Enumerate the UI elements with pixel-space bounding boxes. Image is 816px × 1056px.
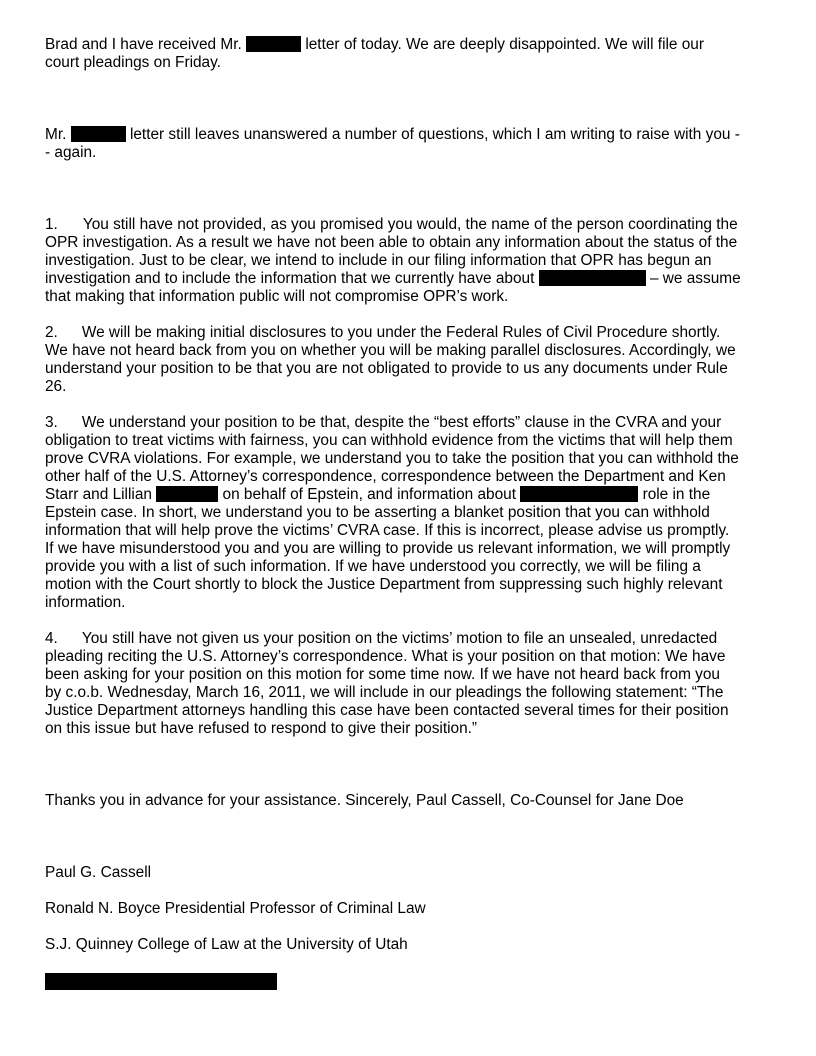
item4-line-2: pleading reciting the U.S. Attorney’s correspondence. What is your position on that motion: We have — [45, 648, 726, 665]
redaction-block — [539, 270, 646, 286]
signature-title: Ronald N. Boyce Presidential Professor of Criminal Law — [45, 900, 426, 917]
redaction-block — [246, 36, 301, 52]
item4-line-3: been asking for your position on this motion for some time now. If we have not heard back from you — [45, 666, 720, 683]
item2-line-3: understand your position to be that you are not obligated to provide to us any documents under Rule — [45, 360, 728, 377]
item3-line-2: obligation to treat victims with fairness, you can withhold evidence from the victims that will help them — [45, 432, 733, 449]
redaction-block — [520, 486, 638, 502]
item2-line-4: 26. — [45, 378, 67, 395]
closing-line: Thanks you in advance for your assistance. Sincerely, Paul Cassell, Co-Counsel for Jane Doe — [45, 792, 684, 809]
intro-line-2: court pleadings on Friday. — [45, 54, 221, 71]
item1-line-1: 1. You still have not provided, as you promised you would, the name of the person coordinating the — [45, 216, 738, 233]
item3-line-5: Starr and Lillian on behalf of Epstein, and information about role in the — [45, 486, 711, 503]
item1-line-2: OPR investigation. As a result we have not been able to obtain any information about the status of the — [45, 234, 738, 251]
questions-line-2: - again. — [45, 144, 97, 161]
item4-line-5: Justice Department attorneys handling this case have been contacted several times for their position — [45, 702, 729, 719]
redaction-block — [71, 126, 126, 142]
intro-line-1: Brad and I have received Mr. letter of today. We are deeply disappointed. We will file our — [45, 36, 704, 53]
item4-line-6: on this issue but have refused to respond to give their position.” — [45, 720, 478, 737]
item3-line-11: information. — [45, 594, 126, 611]
redaction-block — [45, 973, 277, 990]
questions-line-1: Mr. letter still leaves unanswered a number of questions, which I am writing to raise with you - — [45, 126, 740, 143]
item4-line-4: by c.o.b. Wednesday, March 16, 2011, we will include in our pleadings the following statement: “The — [45, 684, 724, 701]
item4-line-1: 4. You still have not given us your position on the victims’ motion to file an unsealed, unredacted — [45, 630, 718, 647]
item3-line-4: other half of the U.S. Attorney’s correspondence, correspondence between the Department and Ken — [45, 468, 726, 485]
item2-line-1: 2. We will be making initial disclosures to you under the Federal Rules of Civil Procedure shortly. — [45, 324, 721, 341]
signature-name: Paul G. Cassell — [45, 864, 152, 881]
item3-line-6: Epstein case. In short, we understand you to be asserting a blanket position that you can withhold — [45, 504, 710, 521]
signature-institution: S.J. Quinney College of Law at the University of Utah — [45, 936, 408, 953]
item3-line-10: motion with the Court shortly to block the Justice Department from suppressing such highly relevant — [45, 576, 723, 593]
item1-line-3: investigation. Just to be clear, we intend to include in our filing information that OPR has begun an — [45, 252, 712, 269]
item1-line-5: that making that information public will not compromise OPR’s work. — [45, 288, 509, 305]
signature-redaction — [45, 973, 277, 992]
item3-line-8: If we have misunderstood you and you are willing to provide us relevant information, we will promptly — [45, 540, 731, 557]
item3-line-3: prove CVRA violations. For example, we understand you to take the position that you can withhold the — [45, 450, 739, 467]
redaction-block — [156, 486, 218, 502]
item3-line-7: information that will help prove the victims’ CVRA case. If this is incorrect, please advise us promptly. — [45, 522, 730, 539]
item3-line-1: 3. We understand your position to be that, despite the “best efforts” clause in the CVRA and your — [45, 414, 722, 431]
item1-line-4: investigation and to include the information that we currently have about – we assume — [45, 270, 741, 287]
item2-line-2: We have not heard back from you on whether you will be making parallel disclosures. Accordingly, we — [45, 342, 736, 359]
item3-line-9: provide you with a list of such information. If we have understood you correctly, we will be filing a — [45, 558, 701, 575]
